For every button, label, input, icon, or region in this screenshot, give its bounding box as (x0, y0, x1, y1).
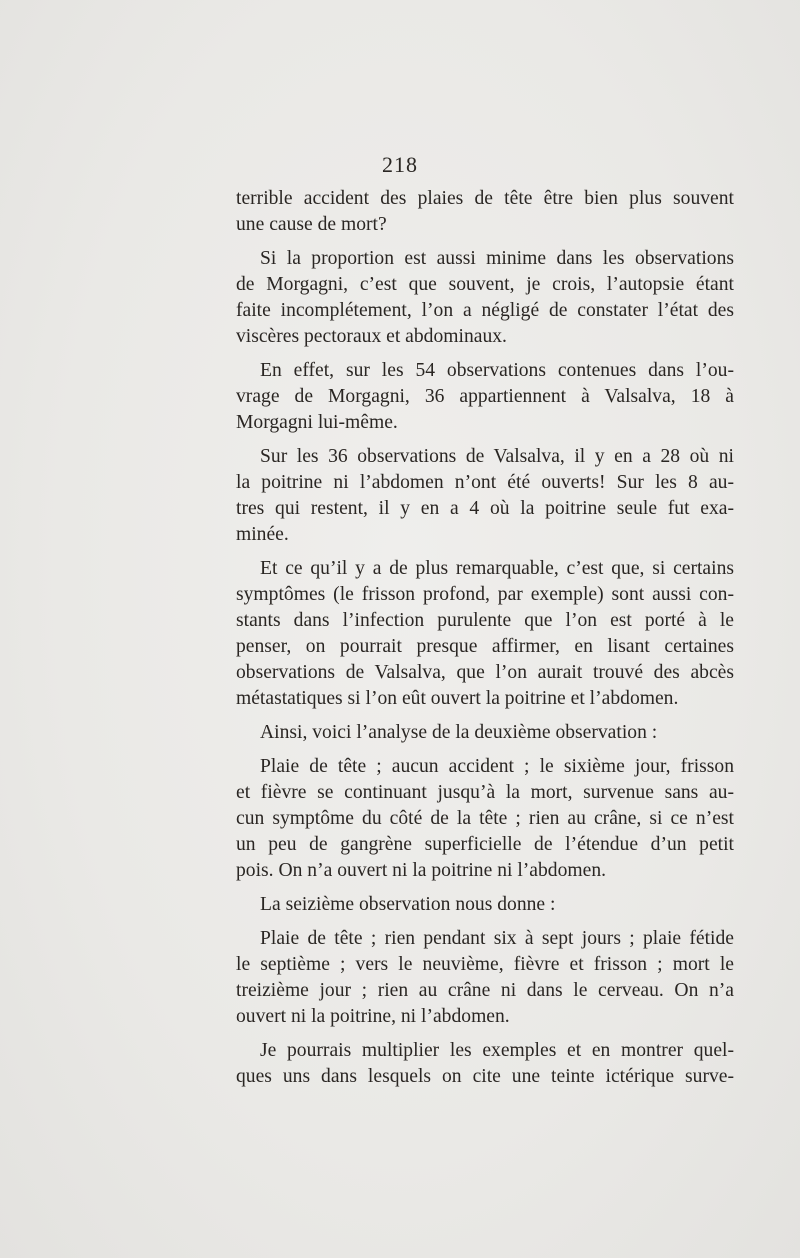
paragraph (236, 1038, 734, 1090)
paragraph-gap (236, 918, 734, 926)
paragraph-gap (236, 350, 734, 358)
paragraph-gap (236, 712, 734, 720)
paragraph (236, 892, 734, 918)
text-line: Et ce qu’il y a de plus remarquable, c’est que, si certains (260, 558, 734, 579)
paragraph (236, 720, 734, 746)
text-line: Je pourrais multiplier les exemples et en montrer quel- (260, 1040, 734, 1061)
paragraph-gap (236, 884, 734, 892)
paragraph (236, 556, 734, 712)
text-line: cun symptôme du côté de la tête ; rien au crâne, si ce n’est (236, 808, 734, 829)
text-line: observations de Valsalva, que l’on aurait trouvé des abcès (236, 662, 734, 683)
text-line: et fièvre se continuant jusqu’à la mort, survenue sans au- (236, 782, 734, 803)
paragraph (236, 444, 734, 548)
text-line: Sur les 36 observations de Valsalva, il y en a 28 où ni (260, 446, 734, 467)
text-line: une cause de mort? (236, 214, 387, 235)
paragraph-gap (236, 1030, 734, 1038)
text-line: minée. (236, 524, 289, 545)
text-line: viscères pectoraux et abdominaux. (236, 326, 507, 347)
text-line: un peu de gangrène superficielle de l’étendue d’un petit (236, 834, 734, 855)
text-line: terrible accident des plaies de tête être bien plus souvent (236, 188, 734, 209)
paragraph-gap (236, 746, 734, 754)
text-line: vrage de Morgagni, 36 appartiennent à Valsalva, 18 à (236, 386, 734, 407)
text-line: stants dans l’infection purulente que l’on est porté à le (236, 610, 734, 631)
text-line: La seizième observation nous donne : (260, 894, 556, 915)
text-line: ques uns dans lesquels on cite une teinte ictérique surve- (236, 1066, 734, 1087)
page-number: 218 (382, 152, 418, 177)
text-line: Plaie de tête ; aucun accident ; le sixième jour, frisson (260, 756, 734, 777)
text-line: Si la proportion est aussi minime dans les observations (260, 248, 734, 269)
text-line: faite incomplétement, l’on a négligé de constater l’état des (236, 300, 734, 321)
body-text (236, 186, 734, 1090)
text-line: le septième ; vers le neuvième, fièvre et frisson ; mort le (236, 954, 734, 975)
text-line: symptômes (le frisson profond, par exemple) sont aussi con- (236, 584, 734, 605)
paragraph-gap (236, 436, 734, 444)
paragraph (236, 754, 734, 884)
paragraph-gap (236, 238, 734, 246)
text-line: pois. On n’a ouvert ni la poitrine ni l’abdomen. (236, 860, 607, 881)
paragraph-gap (236, 548, 734, 556)
text-line: de Morgagni, c’est que souvent, je crois, l’autopsie étant (236, 274, 734, 295)
paragraph (236, 246, 734, 350)
text-line: ouvert ni la poitrine, ni l’abdomen. (236, 1006, 510, 1027)
text-line: tres qui restent, il y en a 4 où la poitrine seule fut exa- (236, 498, 734, 519)
text-line: la poitrine ni l’abdomen n’ont été ouverts! Sur les 8 au- (236, 472, 734, 493)
text-line: penser, on pourrait presque affirmer, en lisant certaines (236, 636, 734, 657)
text-line: Ainsi, voici l’analyse de la deuxième observation : (260, 722, 658, 743)
text-line: Morgagni lui-même. (236, 412, 398, 433)
text-line: treizième jour ; rien au crâne ni dans le cerveau. On n’a (236, 980, 734, 1001)
text-line: En effet, sur les 54 observations contenues dans l’ou- (260, 360, 734, 381)
paragraph (236, 926, 734, 1030)
paragraph (236, 186, 734, 238)
text-line: Plaie de tête ; rien pendant six à sept jours ; plaie fétide (260, 928, 734, 949)
text-line: métastatiques si l’on eût ouvert la poitrine et l’abdomen. (236, 688, 679, 709)
paragraph (236, 358, 734, 436)
